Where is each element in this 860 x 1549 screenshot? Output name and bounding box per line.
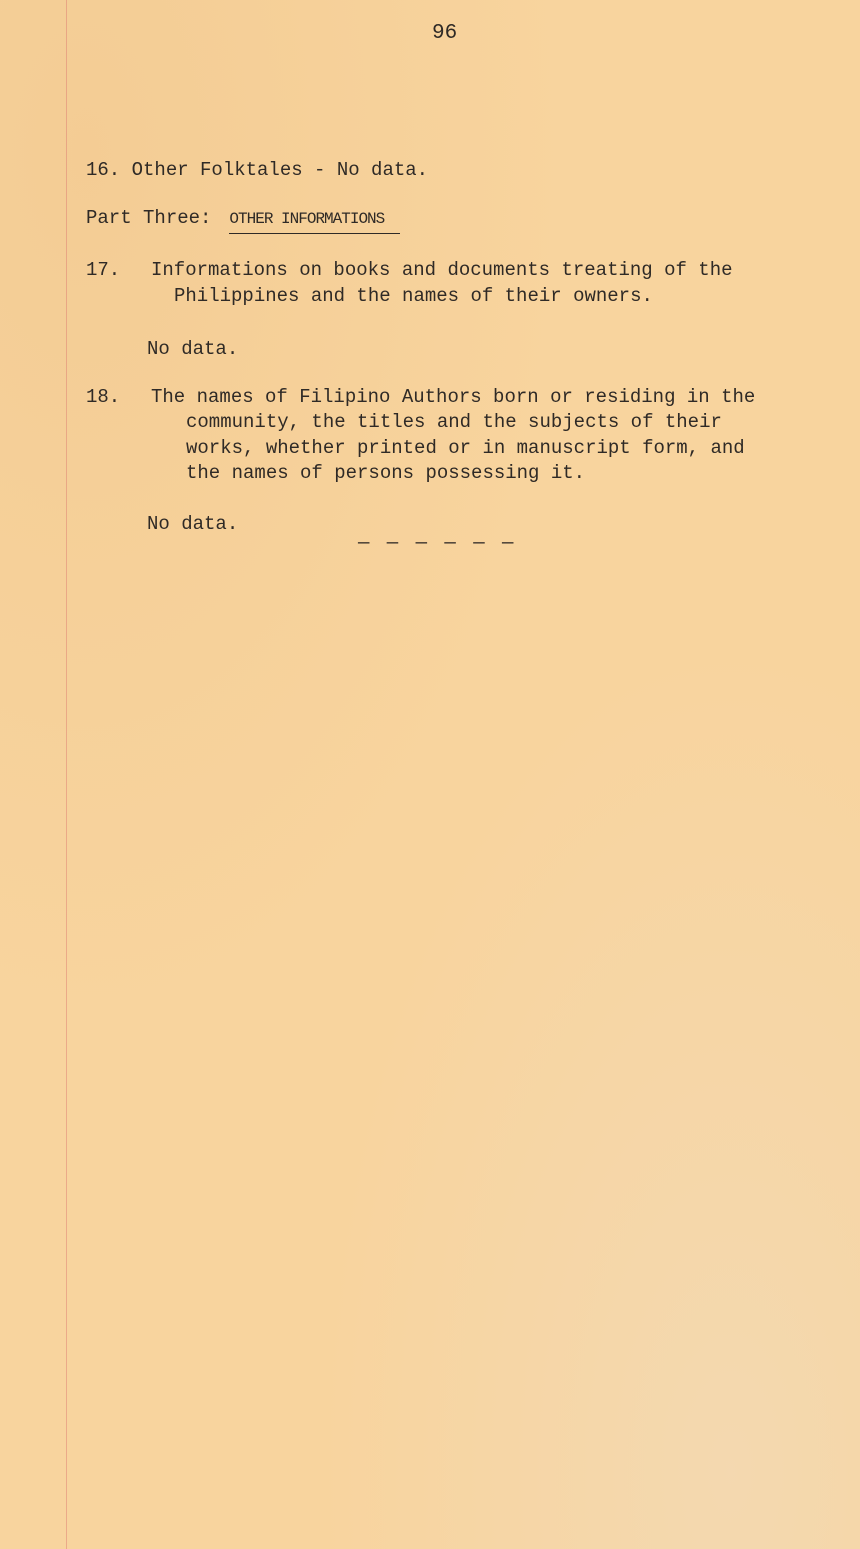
item-18-number: 18. xyxy=(86,386,121,408)
part-three-heading: OTHER INFORMATIONS xyxy=(229,207,400,234)
part-three-label: Part Three: xyxy=(86,207,212,229)
item-17-no-data: No data. xyxy=(147,338,239,360)
item-18-line-2: community, the titles and the subjects of their xyxy=(186,411,722,433)
item-16: 16. Other Folktales - No data. xyxy=(86,159,429,181)
item-18-no-data: No data. xyxy=(147,513,239,535)
part-three-line xyxy=(86,206,400,234)
item-17-line-2: Philippines and the names of their owners. xyxy=(174,285,653,307)
end-divider: — — — — — — xyxy=(358,532,517,554)
item-17-line-1: Informations on books and documents treating of the xyxy=(151,259,733,281)
item-18-line-3: works, whether printed or in manuscript form, and xyxy=(186,437,745,459)
page-number: 96 xyxy=(432,22,458,45)
item-18-line-1: The names of Filipino Authors born or residing in the xyxy=(151,386,756,408)
item-17-number: 17. xyxy=(86,259,121,281)
item-18-line-4: the names of persons possessing it. xyxy=(186,462,586,484)
